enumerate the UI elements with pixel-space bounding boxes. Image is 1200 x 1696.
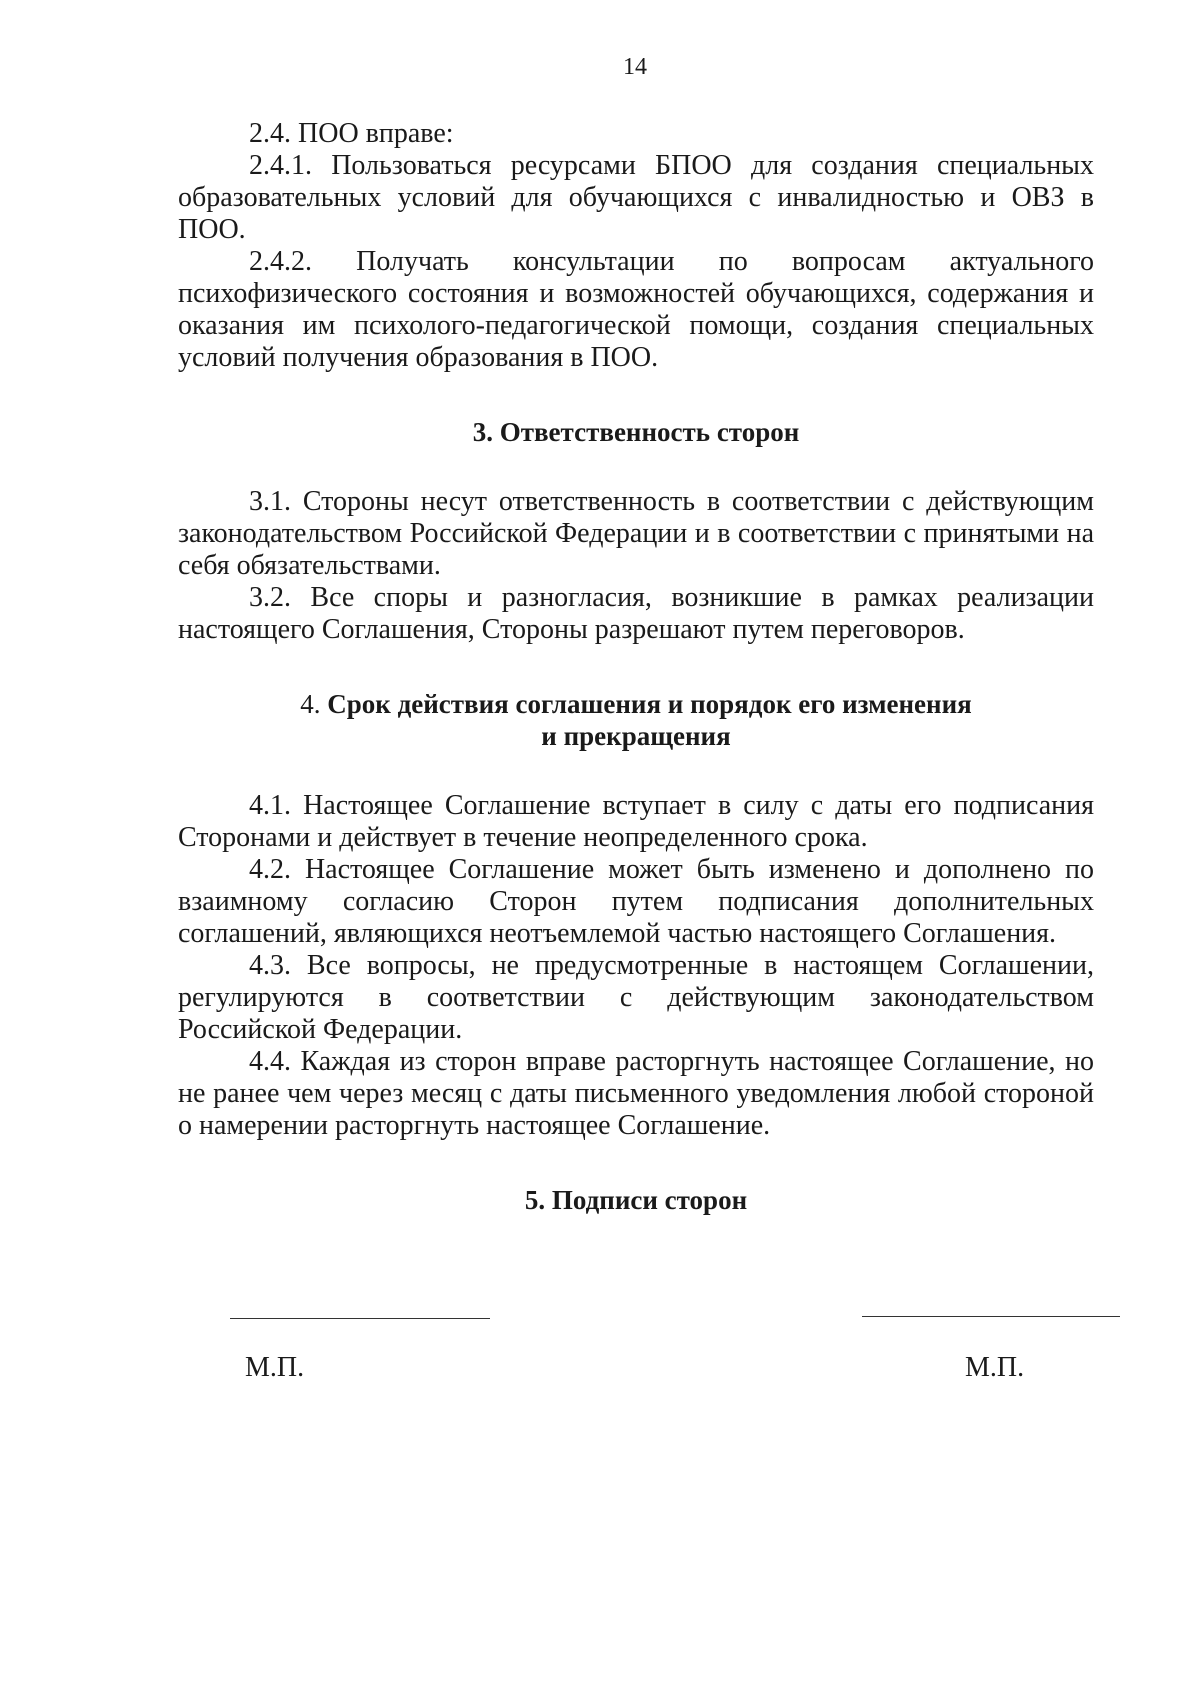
paragraph-2-4: 2.4. ПОО вправе: [249, 118, 454, 149]
section-5-heading: 5. Подписи сторон [524, 1185, 748, 1215]
paragraph-3-2: 3.2. Все споры и разногласия, возникшие в рамках реализации настоящего Соглашения, Стороны разрешают путем переговоров. [178, 582, 1094, 645]
paragraph-2-4-1: 2.4.1. Пользоваться ресурсами БПОО для создания специальных образовательных условий для обучающихся с инвалидностью и ОВЗ в ПОО. [178, 150, 1094, 245]
section-4-heading-number: 4. [300, 689, 321, 719]
right-signature-line [862, 1316, 1120, 1317]
paragraph-4-1: 4.1. Настоящее Соглашение вступает в силу с даты его подписания Сторонами и действует в течение неопределенного срока. [178, 790, 1094, 853]
section-4-heading [178, 688, 1094, 752]
section-3-heading: 3. Ответственность сторон [472, 417, 800, 447]
section-4-heading-line2: и прекращения [541, 721, 731, 751]
section-4-heading-line1: Срок действия соглашения и порядок его изменения [327, 689, 972, 719]
paragraph-4-3: 4.3. Все вопросы, не предусмотренные в настоящем Соглашении, регулируются в соответствии с действующим законодательством Российской Федерации. [178, 950, 1094, 1045]
left-signature-line [230, 1318, 490, 1319]
paragraph-2-4-2: 2.4.2. Получать консультации по вопросам актуального психофизического состояния и возможностей обучающихся, содержания и оказания им психолого-педагогической помощи, создания специальных условий получения образования в ПОО. [178, 246, 1094, 373]
right-stamp-label: М.П. [965, 1352, 1025, 1383]
document-body [178, 118, 1094, 1216]
paragraph-4-4: 4.4. Каждая из сторон вправе расторгнуть настоящее Соглашение, но не ранее чем через месяц с даты письменного уведомления любой стороной о намерении расторгнуть настоящее Соглашение. [178, 1046, 1094, 1141]
paragraph-3-1: 3.1. Стороны несут ответственность в соответствии с действующим законодательством Российской Федерации и в соответствии с принятыми на себя обязательствами. [178, 486, 1094, 581]
left-stamp-label: М.П. [245, 1352, 305, 1383]
page-number: 14 [623, 54, 647, 80]
paragraph-4-2: 4.2. Настоящее Соглашение может быть изменено и дополнено по взаимному согласию Сторон путем подписания дополнительных соглашений, являющихся неотъемлемой частью настоящего Соглашения. [178, 854, 1094, 949]
